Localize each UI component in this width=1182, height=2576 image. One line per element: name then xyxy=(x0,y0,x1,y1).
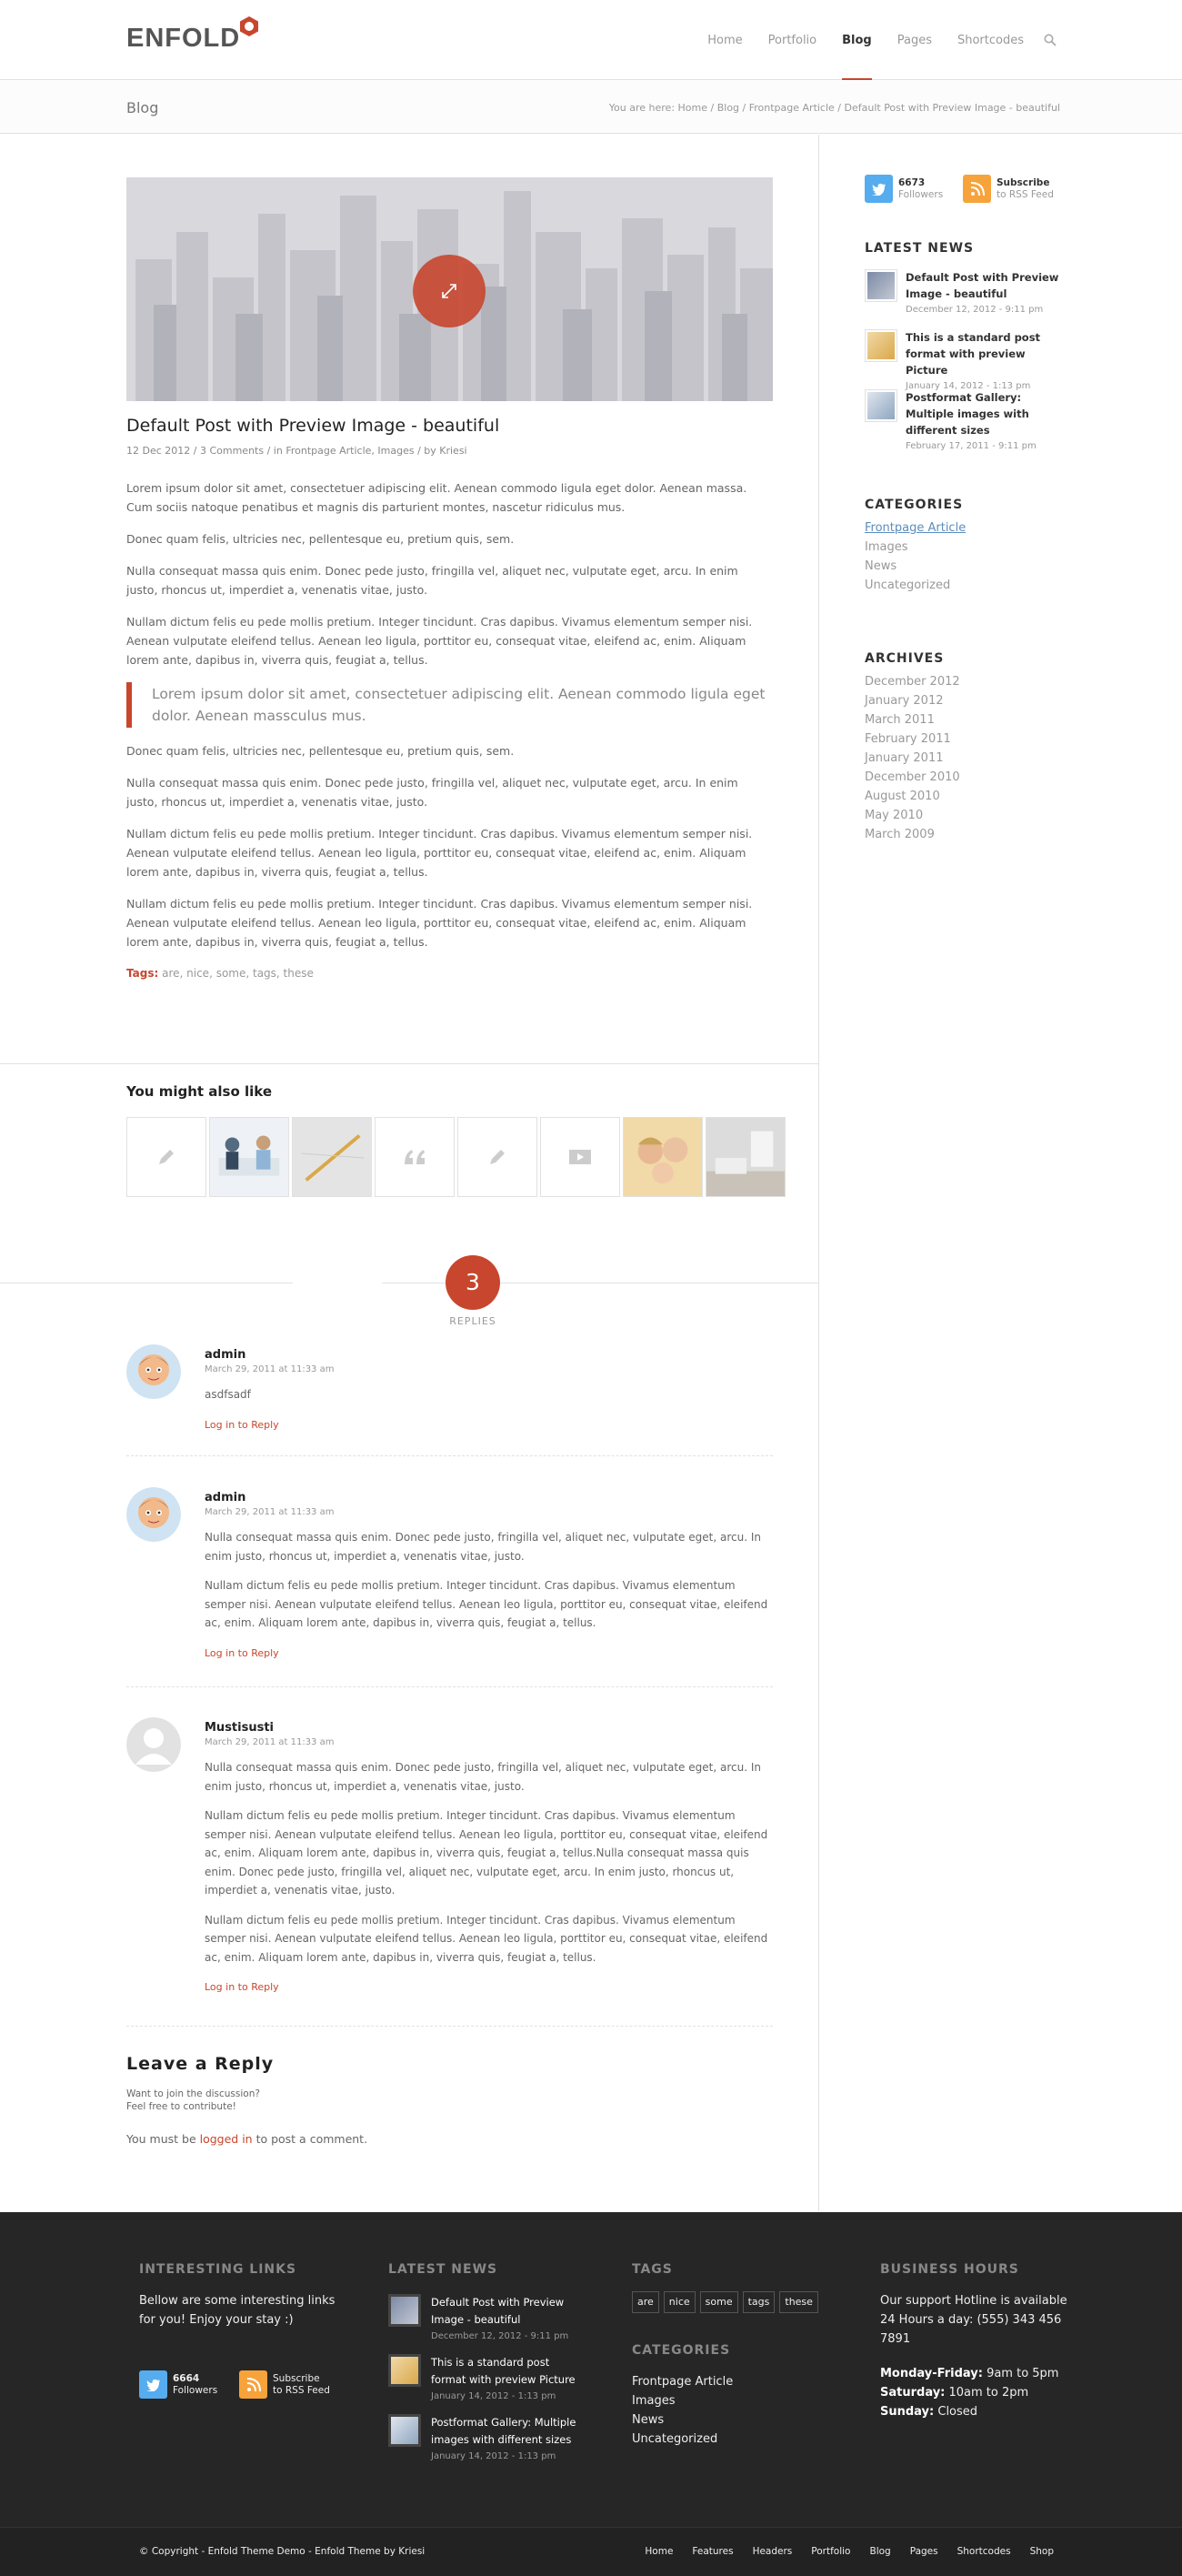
comment-text: Nulla consequat massa quis enim. Donec pede justo, fringilla vel, aliquet nec, vulputate eget, arcu. In enim justo, rhoncus ut, imperdiet a, venenatis vitae, justo. xyxy=(205,1531,761,1563)
footer-tags xyxy=(632,2259,832,2449)
latest-news-title: LATEST NEWS xyxy=(865,241,975,256)
comment-author[interactable]: admin xyxy=(205,1348,246,1362)
rss-icon xyxy=(239,2370,267,2399)
related-post-pencil-2[interactable] xyxy=(457,1117,537,1197)
categories-list xyxy=(865,518,966,595)
copyright: © Copyright - Enfold Theme Demo - Enfold Theme by Kriesi xyxy=(139,2546,426,2557)
paragraph: Nulla consequat massa quis enim. Donec pede justo, fringilla vel, aliquet nec, vulputate eget, arcu. In enim justo, rhoncus ut, imperdiet a, venenatis vitae, justo. xyxy=(126,564,738,597)
nav-blog[interactable]: Blog xyxy=(829,0,885,80)
featured-image[interactable] xyxy=(126,177,773,401)
title-bar xyxy=(0,81,1182,134)
rss-label: to RSS Feed xyxy=(273,2384,330,2396)
footer-latest-news xyxy=(388,2259,588,2291)
login-to-reply-link[interactable]: Log in to Reply xyxy=(205,1981,279,1993)
tag-link[interactable]: these xyxy=(779,2291,818,2313)
comment-text: Nullam dictum felis eu pede mollis pretium. Integer tincidunt. Cras dapibus. Vivamus elementum semper nisi. Aenean vulputate eleifend tellus. Aenean leo ligula, porttitor eu, consequat vitae, eleifend ac, enim. Aliquam lorem ante, dapibus in, viverra quis, feugiat a, tellus. xyxy=(205,1913,768,1964)
tag-link[interactable]: nice xyxy=(664,2291,696,2313)
related-post-pencil[interactable] xyxy=(126,1117,206,1197)
related-post-video[interactable] xyxy=(540,1117,620,1197)
footer-nav-blog[interactable]: Blog xyxy=(869,2546,891,2557)
comment-text: asdfsadf xyxy=(205,1388,251,1401)
news-thumbnail xyxy=(388,2354,421,2387)
related-post-family[interactable] xyxy=(623,1117,703,1197)
comment-text: Nullam dictum felis eu pede mollis pretium. Integer tincidunt. Cras dapibus. Vivamus elementum semper nisi. Aenean vulputate eleifend tellus. Aenean leo ligula, porttitor eu, consequat vitae, eleifend ac, enim. Aliquam lorem ante, dapibus in, viverra quis, feugiat a, tellus. xyxy=(205,1579,768,1629)
related-post-pen[interactable] xyxy=(292,1117,372,1197)
footer-rss-subscribe[interactable] xyxy=(239,2370,330,2399)
twitter-count: 6664 xyxy=(173,2372,200,2384)
logged-in-link[interactable]: logged in xyxy=(199,2132,253,2146)
main-navigation xyxy=(695,0,1064,80)
category-link[interactable]: News xyxy=(865,559,897,573)
category-link[interactable]: Frontpage Article xyxy=(865,521,967,535)
category-link[interactable]: Frontpage Article xyxy=(632,2375,734,2390)
tags-list[interactable]: are, nice, some, tags, these xyxy=(162,967,314,980)
rss-icon xyxy=(963,175,991,203)
footer-links-title: INTERESTING LINKS xyxy=(139,2262,297,2277)
breadcrumb[interactable]: You are here: Home / Blog / Frontpage Article / Default Post with Preview Image - beautiful xyxy=(608,102,1060,114)
comment-date[interactable]: March 29, 2011 at 11:33 am xyxy=(205,1507,335,1517)
avatar xyxy=(126,1717,181,1772)
rss-label: to RSS Feed xyxy=(997,188,1054,200)
footer-hours-title: BUSINESS HOURS xyxy=(880,2262,1019,2277)
rss-subscribe[interactable] xyxy=(963,175,1054,203)
footer-nav-headers[interactable]: Headers xyxy=(752,2546,793,2557)
replies-count-badge: 3 xyxy=(446,1255,500,1310)
tags-label: Tags: xyxy=(126,967,159,980)
category-link[interactable]: Uncategorized xyxy=(632,2432,718,2447)
category-link[interactable]: News xyxy=(632,2413,665,2428)
footer-categories-title: CATEGORIES xyxy=(632,2343,731,2359)
logo-text: ENFOLD xyxy=(126,24,241,54)
category-link[interactable]: Images xyxy=(632,2394,676,2409)
archive-link[interactable]: March 2011 xyxy=(865,713,935,727)
nav-shortcodes[interactable]: Shortcodes xyxy=(957,34,1024,47)
footer-interesting-links xyxy=(139,2259,348,2329)
footer-nav-shop[interactable]: Shop xyxy=(1029,2546,1054,2557)
hours-list: Monday-Friday: 9am to 5pm Saturday: 10am to 2pm Sunday: Closed xyxy=(880,2367,1059,2420)
footer-nav-shortcodes[interactable]: Shortcodes xyxy=(957,2546,1011,2557)
nav-pages[interactable]: Pages xyxy=(897,34,932,47)
login-to-reply-link[interactable]: Log in to Reply xyxy=(205,1418,279,1431)
quote-icon xyxy=(403,1148,426,1166)
related-title: You might also like xyxy=(126,1083,273,1100)
footer-news-title: LATEST NEWS xyxy=(388,2262,498,2277)
tag-link[interactable]: are xyxy=(632,2291,659,2313)
news-thumbnail xyxy=(865,329,897,362)
archives-list xyxy=(865,672,960,844)
tag-link[interactable]: some xyxy=(700,2291,738,2313)
pencil-icon xyxy=(486,1146,508,1168)
pencil-icon xyxy=(155,1146,177,1168)
footer-tags-title: TAGS xyxy=(632,2262,673,2277)
comment-date[interactable]: March 29, 2011 at 11:33 am xyxy=(205,1364,335,1374)
rss-title: Subscribe xyxy=(273,2372,320,2384)
twitter-follow[interactable] xyxy=(865,175,943,203)
archive-link[interactable]: August 2010 xyxy=(865,790,940,803)
footer-nav-portfolio[interactable]: Portfolio xyxy=(811,2546,851,2557)
news-thumbnail xyxy=(865,269,897,302)
tag-cloud xyxy=(632,2291,832,2313)
rss-title: Subscribe xyxy=(997,176,1050,188)
footer-nav-home[interactable]: Home xyxy=(645,2546,674,2557)
footer-navigation xyxy=(645,2544,1054,2560)
category-link[interactable]: Uncategorized xyxy=(865,579,951,592)
related-post-interior[interactable] xyxy=(706,1117,786,1197)
sidebar-divider xyxy=(818,135,819,2211)
archives-title: ARCHIVES xyxy=(865,651,945,666)
leave-reply-subtitle: Want to join the discussion? Feel free to contribute! xyxy=(126,2088,260,2112)
comment-author[interactable]: Mustisusti xyxy=(205,1721,275,1735)
related-post-quote[interactable] xyxy=(375,1117,455,1197)
paragraph: Nulla consequat massa quis enim. Donec pede justo, fringilla vel, aliquet nec, vulputate eget, arcu. In enim justo, rhoncus ut, imperdiet a, venenatis vitae, justo. xyxy=(126,776,738,809)
comment-separator xyxy=(126,1455,773,1456)
paragraph: Donec quam felis, ultricies nec, pellentesque eu, pretium quis, sem. xyxy=(126,532,515,546)
comment-text: Nulla consequat massa quis enim. Donec pede justo, fringilla vel, aliquet nec, vulputate eget, arcu. In enim justo, rhoncus ut, imperdiet a, venenatis vitae, justo. xyxy=(205,1761,761,1793)
login-required-note: You must be logged in to post a comment. xyxy=(126,2132,368,2146)
page-title[interactable]: Blog xyxy=(126,99,159,116)
comment-text: Nullam dictum felis eu pede mollis pretium. Integer tincidunt. Cras dapibus. Vivamus elementum semper nisi. Aenean vulputate eleifend tellus. Aenean leo ligula, porttitor eu, consequat vitae, eleifend ac, enim. Aliquam lorem ante, dapibus in, viverra quis, feugiat a, tellus.Nulla consequat massa quis enim. Donec pede justo, fringilla vel, aliquet nec, vulputate eget, arcu. In enim justo, rhoncus ut, imperdiet a, venenatis vitae, justo. xyxy=(205,1809,768,1897)
paragraph: Nullam dictum felis eu pede mollis pretium. Integer tincidunt. Cras dapibus. Vivamus elementum semper nisi. Aenean vulputate eleifend tellus. Aenean leo ligula, porttitor eu, consequat vitae, eleifend ac, enim. Aliquam lorem ante, dapibus in, viverra quis, feugiat a, tellus. xyxy=(126,897,753,949)
site-logo[interactable] xyxy=(126,20,262,58)
archive-link[interactable]: May 2010 xyxy=(865,809,924,822)
footer-nav-features[interactable]: Features xyxy=(692,2546,734,2557)
comment-separator xyxy=(126,1686,773,1687)
related-post-meeting[interactable] xyxy=(209,1117,289,1197)
footer-links-text: Bellow are some interesting links for you! Enjoy your stay :) xyxy=(139,2294,336,2328)
twitter-icon xyxy=(865,175,893,203)
footer-business-hours xyxy=(880,2259,1071,2421)
site-header xyxy=(0,0,1182,80)
twitter-icon xyxy=(139,2370,167,2399)
avatar xyxy=(126,1487,181,1542)
footer-twitter-follow[interactable] xyxy=(139,2370,217,2399)
login-to-reply-link[interactable]: Log in to Reply xyxy=(205,1646,279,1659)
paragraph: Lorem ipsum dolor sit amet, consectetuer adipiscing elit. Aenean commodo ligula eget dolor. Aenean massa. Cum sociis natoque penatibus et magnis dis parturient montes, nascetur ridiculus mus. xyxy=(126,481,747,514)
news-thumbnail xyxy=(388,2414,421,2447)
archive-link[interactable]: January 2012 xyxy=(865,694,944,708)
archive-link[interactable]: January 2011 xyxy=(865,751,944,765)
comment-separator xyxy=(126,2026,773,2027)
post-content xyxy=(126,478,773,983)
footer-categories-list xyxy=(632,2372,832,2449)
footer: INTERESTING LINKS Bellow are some interesting links for you! Enjoy your stay :) 6664 Followers Subscribe to RSS Feed LATEST NEWS Default Post with Preview Image - beautiful December 12, 2012 - 9:11 pm This is a standard post format with preview Picture January 14, 2012 - 1:13 pm Postformat Gallery: Multiple images with different sizes January 14, 2012 - 1:13 pm TAGS are nice some tags these CATEGORIES Frontpage Article Images News Uncategorized BUSINESS HOURS Our support Hotline is available 24 Hours a day: (555) 343 456 7891 Monday-Friday: 9am to 5pm Saturday: 10am to 2pm Sunday: Closed xyxy=(0,2212,1182,2527)
comment-author[interactable]: admin xyxy=(205,1491,246,1504)
replies-label: REPLIES xyxy=(449,1315,496,1327)
hotline-text: Our support Hotline is available 24 Hours a day: (555) 343 456 7891 xyxy=(880,2294,1067,2347)
avatar xyxy=(126,1344,181,1399)
paragraph: Donec quam felis, ultricies nec, pellentesque eu, pretium quis, sem. xyxy=(126,744,515,758)
blockquote: Lorem ipsum dolor sit amet, consectetuer adipiscing elit. Aenean commodo ligula eget dolor. Aenean massculus mus. xyxy=(126,682,773,728)
archive-link[interactable]: December 2010 xyxy=(865,770,960,784)
paragraph: Nullam dictum felis eu pede mollis pretium. Integer tincidunt. Cras dapibus. Vivamus elementum semper nisi. Aenean vulputate eleifend tellus. Aenean leo ligula, porttitor eu, consequat vitae, eleifend ac, enim. Aliquam lorem ante, dapibus in, viverra quis, feugiat a, tellus. xyxy=(126,615,753,667)
footer-nav-pages[interactable]: Pages xyxy=(909,2546,938,2557)
nav-home[interactable]: Home xyxy=(707,34,743,47)
related-posts xyxy=(126,1117,786,1197)
logo-hexagon-icon xyxy=(238,15,260,37)
section-divider xyxy=(0,1063,818,1064)
news-thumbnail xyxy=(865,389,897,422)
archive-link[interactable]: December 2012 xyxy=(865,675,960,689)
footer-socket xyxy=(0,2527,1182,2576)
archive-link[interactable]: February 2011 xyxy=(865,732,951,746)
post-meta: 12 Dec 2012 / 3 Comments / in Frontpage Article, Images / by Kriesi xyxy=(126,445,467,457)
post-tags xyxy=(126,964,773,983)
nav-portfolio[interactable]: Portfolio xyxy=(767,34,817,47)
video-icon xyxy=(568,1148,592,1166)
leave-reply-title: Leave a Reply xyxy=(126,2054,275,2074)
post-title: Default Post with Preview Image - beautiful xyxy=(126,416,500,436)
archive-link[interactable]: March 2009 xyxy=(865,828,935,841)
categories-title: CATEGORIES xyxy=(865,498,964,512)
category-link[interactable]: Images xyxy=(865,540,908,554)
twitter-label: Followers xyxy=(173,2384,218,2396)
paragraph: Nullam dictum felis eu pede mollis pretium. Integer tincidunt. Cras dapibus. Vivamus elementum semper nisi. Aenean vulputate eleifend tellus. Aenean leo ligula, porttitor eu, consequat vitae, eleifend ac, enim. Aliquam lorem ante, dapibus in, viverra quis, feugiat a, tellus. xyxy=(126,827,753,879)
news-thumbnail xyxy=(388,2294,421,2327)
tag-link[interactable]: tags xyxy=(743,2291,776,2313)
twitter-label: Followers xyxy=(898,188,944,200)
search-icon[interactable] xyxy=(1037,0,1064,80)
twitter-count: 6673 xyxy=(898,176,926,188)
comment-date[interactable]: March 29, 2011 at 11:33 am xyxy=(205,1737,335,1747)
